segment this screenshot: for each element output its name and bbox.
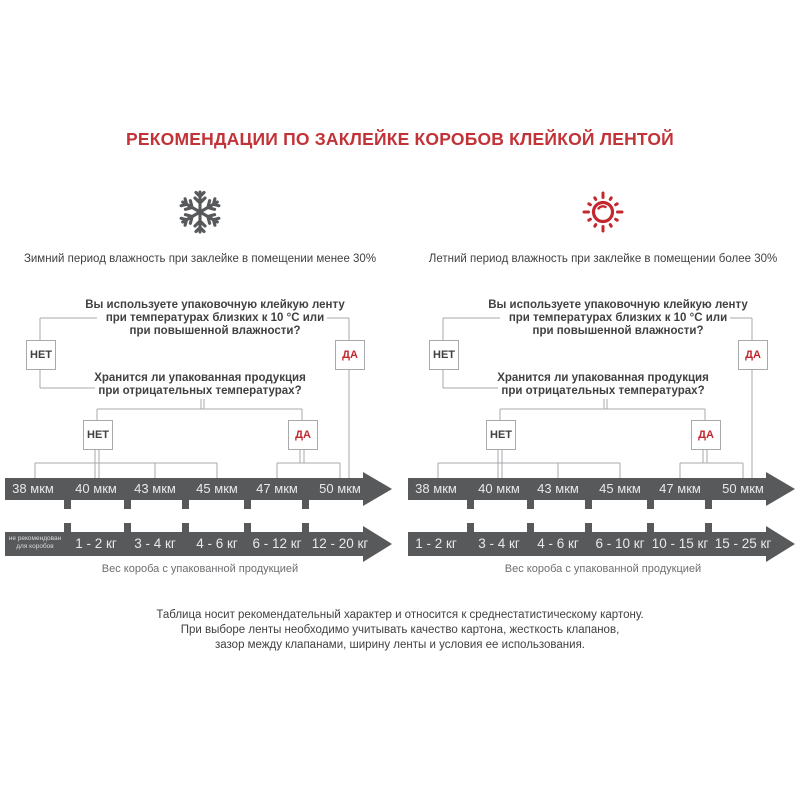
weight-label: 10 - 15 кг: [651, 536, 709, 551]
thickness-scale-arrow: [5, 478, 363, 500]
question-storage: Хранится ли упакованная продукция при отрицательных температурах?: [497, 372, 709, 397]
summer-subtitle: Летний период влажность при заклейке в помещении более 30%: [428, 253, 778, 265]
question-temperature: Вы используете упаковочную клейкую ленту при температурах близких к 10 °С или при повышенной влажности?: [488, 299, 748, 337]
thickness-label: 50 мкм: [319, 481, 361, 496]
scale-tick: [182, 523, 189, 532]
thickness-label: 47 мкм: [256, 481, 298, 496]
weight-scale-arrow: [408, 532, 772, 556]
arrowhead: [363, 472, 392, 506]
scale-tick: [527, 500, 534, 509]
scale-tick: [705, 523, 712, 532]
question-temperature: Вы используете упаковочную клейкую ленту при температурах близких к 10 °С или при повышенной влажности?: [85, 299, 345, 337]
scale-tick: [585, 500, 592, 509]
weight-label: 3 - 4 кг: [134, 536, 176, 551]
scale-tick: [302, 523, 309, 532]
q1-yes-box: ДА: [335, 340, 365, 370]
scale-tick: [64, 500, 71, 509]
q1-no-box: НЕТ: [26, 340, 56, 370]
thickness-label: 45 мкм: [196, 481, 238, 496]
thickness-label: 45 мкм: [599, 481, 641, 496]
thickness-label: 40 мкм: [478, 481, 520, 496]
scale-tick: [647, 500, 654, 509]
weight-axis-caption: Вес короба с упакованной продукцией: [101, 563, 299, 575]
thickness-label: 47 мкм: [659, 481, 701, 496]
page-title: РЕКОМЕНДАЦИИ ПО ЗАКЛЕЙКЕ КОРОБОВ КЛЕЙКОЙ ЛЕНТОЙ: [126, 129, 674, 149]
weight-label: 15 - 25 кг: [714, 536, 772, 551]
scale-tick: [467, 523, 474, 532]
not-recommended-note: не рекомендован для коробов: [8, 535, 62, 550]
weight-label: 4 - 6 кг: [196, 536, 238, 551]
weight-axis-caption: Вес короба с упакованной продукцией: [504, 563, 702, 575]
scale-tick: [585, 523, 592, 532]
q2-no-box: НЕТ: [83, 420, 113, 450]
scale-tick: [244, 500, 251, 509]
q2-no-box: НЕТ: [486, 420, 516, 450]
thickness-label: 43 мкм: [537, 481, 579, 496]
weight-label: 12 - 20 кг: [311, 536, 369, 551]
weight-label: 1 - 2 кг: [75, 536, 117, 551]
scale-tick: [527, 523, 534, 532]
weight-label: 4 - 6 кг: [537, 536, 579, 551]
summer-panel: [408, 185, 798, 600]
scale-tick: [647, 523, 654, 532]
scale-tick: [64, 523, 71, 532]
thickness-label: 50 мкм: [722, 481, 764, 496]
q2-yes-box: ДА: [691, 420, 721, 450]
scale-tick: [124, 500, 131, 509]
scale-tick: [244, 523, 251, 532]
thickness-label: 38 мкм: [12, 481, 54, 496]
thickness-scale-arrow: [408, 478, 766, 500]
weight-label: 6 - 12 кг: [252, 536, 302, 551]
weight-label: 3 - 4 кг: [478, 536, 520, 551]
q2-yes-box: ДА: [288, 420, 318, 450]
scale-tick: [124, 523, 131, 532]
scale-tick: [467, 500, 474, 509]
thickness-label: 38 мкм: [415, 481, 457, 496]
weight-scale-arrow: [5, 532, 369, 556]
scale-tick: [182, 500, 189, 509]
q1-yes-box: ДА: [738, 340, 768, 370]
scale-tick: [705, 500, 712, 509]
thickness-label: 40 мкм: [75, 481, 117, 496]
winter-subtitle: Зимний период влажность при заклейке в помещении менее 30%: [23, 253, 377, 265]
weight-label: 6 - 10 кг: [595, 536, 645, 551]
thickness-label: 43 мкм: [134, 481, 176, 496]
q1-no-box: НЕТ: [429, 340, 459, 370]
scale-tick: [302, 500, 309, 509]
arrowhead: [766, 472, 795, 506]
question-storage: Хранится ли упакованная продукция при отрицательных температурах?: [94, 372, 306, 397]
winter-panel: [5, 185, 395, 600]
weight-label: 1 - 2 кг: [415, 536, 457, 551]
disclaimer-text: Таблица носит рекомендательный характер и относится к среднестатистическому картону. При выборе ленты необходимо учитывать качество картона, жесткость клапанов, зазор между клапанами, ширину ленты и условия ее использования.: [156, 609, 644, 651]
